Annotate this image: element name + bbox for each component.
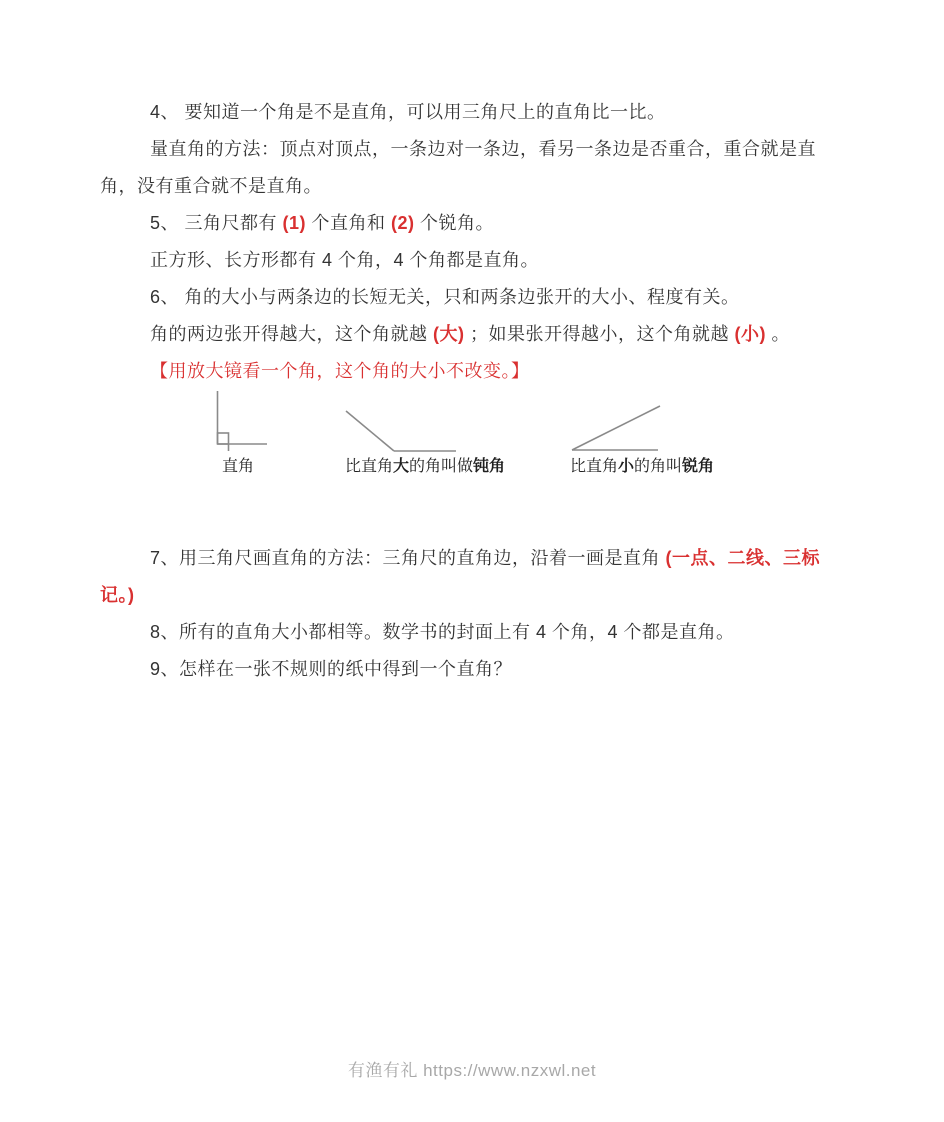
note-item-6: 6、 角的大小与两条边的长短无关，只和两条边张开的大小、程度有关。	[150, 287, 740, 307]
right-angle-label: 直角	[222, 458, 255, 475]
acute-angle-label	[570, 456, 720, 478]
item5-text-pre: 5、 三角尺都有	[150, 213, 283, 233]
note-item-8: 8、所有的直角大小都相等。数学书的封面上有 4 个角，4 个都是直角。	[150, 622, 735, 642]
item7-red-tip: (一点、二线、三标记。)	[100, 548, 821, 605]
note-item-9: 9、怎样在一张不规则的纸中得到一个直角？	[150, 659, 513, 679]
note-magnifier-remark: 【用放大镜看一个角，这个角的大小不改变。】	[150, 361, 530, 381]
right-angle-diagram-icon	[200, 390, 280, 452]
obtuse-label-name: 钝角	[473, 458, 506, 475]
acute-label-name: 锐角	[682, 458, 715, 475]
item5-answer-2: (2)	[391, 213, 415, 233]
item5-text-mid: 个直角和	[306, 213, 392, 233]
note-measure-method: 量直角的方法：顶点对顶点，一条边对一条边，看另一条边是否重合，重合就是直角，没有重合就不是直角。	[100, 139, 816, 196]
open-text-mid: ；如果张开得越小，这个角就越	[464, 324, 735, 344]
acute-label-mid: 的角叫	[634, 458, 683, 475]
obtuse-angle-label	[345, 456, 505, 478]
item5-text-post: 个锐角。	[414, 213, 495, 233]
open-answer-big: (大)	[433, 324, 465, 344]
obtuse-angle-diagram-icon	[345, 410, 457, 452]
item5-answer-1: (1)	[282, 213, 307, 233]
acute-angle-figure	[570, 404, 720, 478]
acute-label-bold-small: 小	[618, 458, 635, 475]
watermark-footer: 有渔有礼 https://www.nzxwl.net	[347, 1061, 597, 1080]
obtuse-angle-figure	[345, 410, 505, 478]
note-open-wider	[100, 316, 838, 353]
note-item-5	[100, 205, 838, 242]
obtuse-label-mid: 的角叫做	[409, 458, 474, 475]
acute-label-pre: 比直角	[570, 458, 619, 475]
open-answer-small: (小)	[734, 324, 767, 344]
note-item-7	[100, 540, 838, 614]
angle-diagrams-row	[200, 390, 838, 478]
obtuse-label-bold-big: 大	[393, 458, 410, 475]
right-angle-figure	[200, 390, 310, 478]
open-text-pre: 角的两边张开得越大，这个角就越	[150, 324, 433, 344]
obtuse-label-pre: 比直角	[345, 458, 394, 475]
note-square-rectangle: 正方形、长方形都有 4 个角，4 个角都是直角。	[150, 250, 540, 270]
acute-angle-diagram-icon	[570, 404, 662, 452]
item7-text: 7、用三角尺画直角的方法：三角尺的直角边，沿着一画是直角	[150, 548, 666, 568]
open-text-post: 。	[766, 324, 791, 344]
note-item-4: 4、 要知道一个角是不是直角，可以用三角尺上的直角比一比。	[150, 102, 666, 122]
